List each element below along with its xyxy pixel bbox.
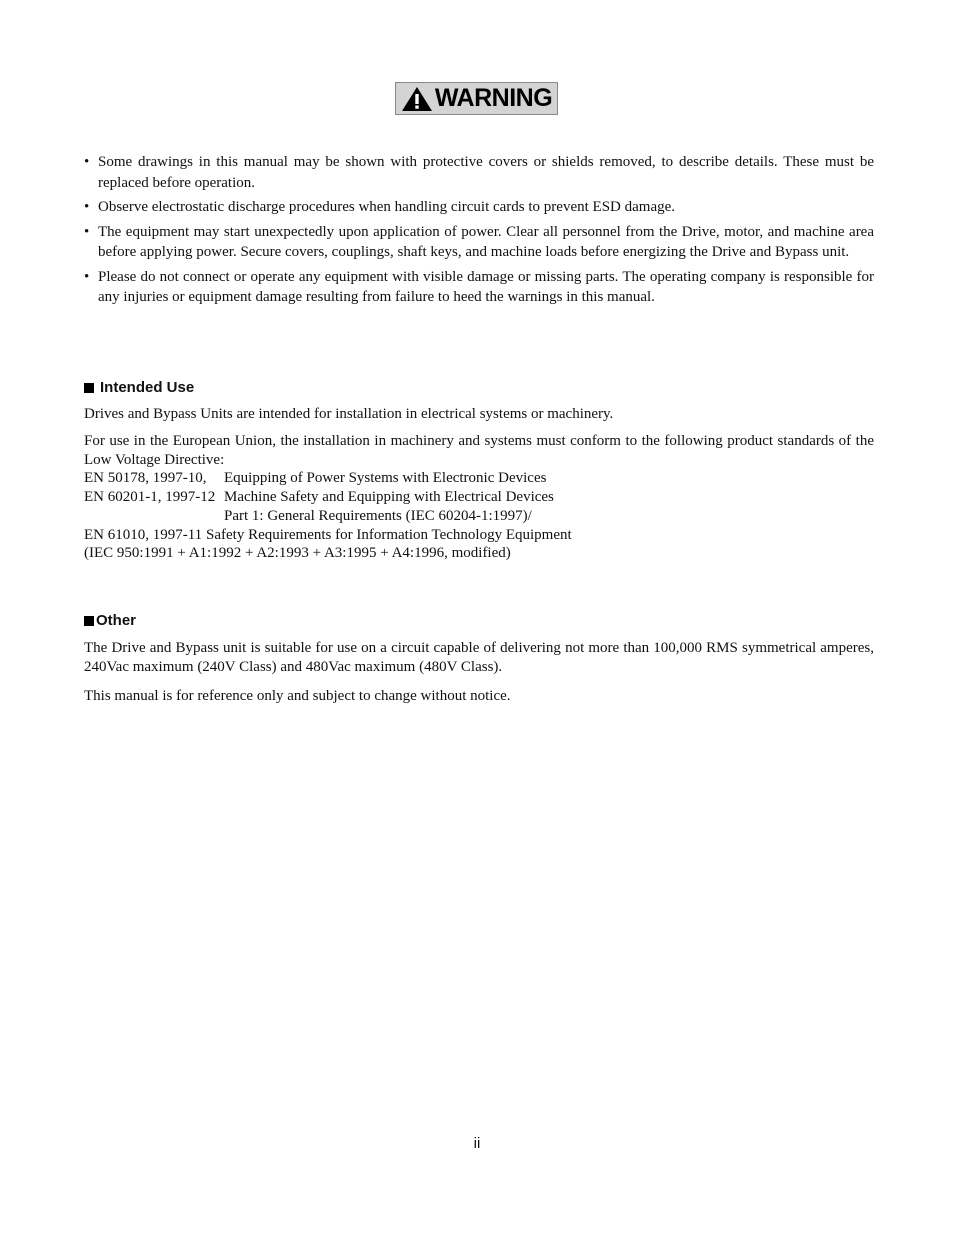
section-title: Other <box>96 612 137 629</box>
standard-desc: Equipping of Power Systems with Electronic Devices <box>224 470 547 486</box>
bullet-dot: • <box>84 223 90 240</box>
intended-use-heading <box>84 379 194 397</box>
bullet-text: Some drawings in this manual may be shown with protective covers or shields removed, to describe details. These must be replaced before operation. <box>98 154 874 191</box>
other-paragraph: The Drive and Bypass unit is suitable for use on a circuit capable of delivering not more than 100,000 RMS symmetrical amperes, 240Vac maximum (240V Class) and 480Vac maximum (480V Class). <box>84 640 874 675</box>
eu-paragraph: For use in the European Union, the installation in machinery and systems must conform to the following product standards of the Low Voltage Directive: <box>84 433 874 468</box>
bullet-dot: • <box>84 199 90 215</box>
list-item <box>84 152 874 193</box>
standard-line <box>84 469 546 488</box>
warning-label: WARNING <box>434 84 553 112</box>
warning-bullet-list <box>84 152 874 312</box>
standard-code: EN 50178, 1997-10, <box>84 470 207 486</box>
disclaimer-paragraph: This manual is for reference only and subject to change without notice. <box>84 688 511 704</box>
standard-continuation: Part 1: General Requirements (IEC 60204-1:1997)/ <box>224 508 532 524</box>
bullet-dot: • <box>84 154 90 170</box>
bullet-text: The equipment may start unexpectedly upon application of power. Clear all personnel from the Drive, motor, and machine area before applying power. Secure covers, couplings, shaft keys, and machine loads before energizing the Drive and Bypass unit. <box>98 223 874 260</box>
standard-code: EN 60201-1, 1997-12 <box>84 489 216 505</box>
standard-desc: Machine Safety and Equipping with Electrical Devices <box>224 489 554 505</box>
list-item <box>84 267 874 308</box>
bullet-dot: • <box>84 268 90 285</box>
bullet-text: Observe electrostatic discharge procedures when handling circuit cards to prevent ESD damage. <box>98 199 676 215</box>
other-heading <box>84 612 136 630</box>
section-title: Intended Use <box>100 379 195 396</box>
intended-use-paragraph: Drives and Bypass Units are intended for installation in electrical systems or machinery. <box>84 406 614 422</box>
square-bullet-icon <box>84 383 94 393</box>
list-item <box>84 222 874 263</box>
standard-line <box>84 488 554 507</box>
iec-line: (IEC 950:1991 + A1:1992 + A2:1993 + A3:1995 + A4:1996, modified) <box>84 545 511 561</box>
standard-line <box>84 526 572 545</box>
standard-desc: Safety Requirements for Information Technology Equipment <box>206 527 572 543</box>
list-item <box>84 197 874 218</box>
standard-code: EN 61010, 1997-11 <box>84 527 203 543</box>
warning-banner <box>395 82 558 115</box>
warning-triangle-icon <box>401 86 433 112</box>
bullet-text: Please do not connect or operate any equipment with visible damage or missing parts. The operating company is responsible for any injuries or equipment damage resulting from failure to heed the warnings in this manual. <box>98 268 874 305</box>
square-bullet-icon <box>84 616 94 626</box>
page-number: ii <box>473 1135 481 1152</box>
